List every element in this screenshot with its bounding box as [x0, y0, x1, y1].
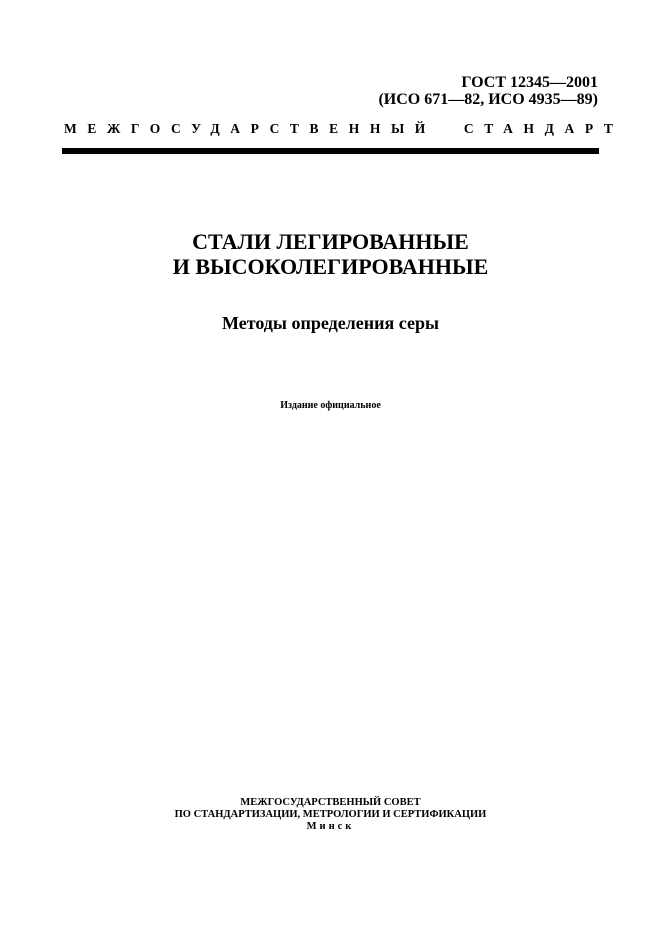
publisher-line-1: МЕЖГОСУДАРСТВЕННЫЙ СОВЕТ [240, 797, 421, 808]
standard-type-band: МЕЖГОСУДАРСТВЕННЫЙ СТАНДАРТ [64, 121, 624, 136]
standard-number: ГОСТ 12345—2001 [461, 74, 598, 91]
standard-designation [378, 74, 598, 108]
publisher-line-2: ПО СТАНДАРТИЗАЦИИ, МЕТРОЛОГИИ И СЕРТИФИКАЦИИ [174, 809, 487, 820]
header-rule [62, 148, 599, 154]
title-line-2: И ВЫСОКОЛЕГИРОВАННЫЕ [172, 254, 489, 279]
publisher-block [0, 797, 661, 833]
title-line-1: СТАЛИ ЛЕГИРОВАННЫЕ [192, 229, 469, 254]
iso-references: (ИСО 671—82, ИСО 4935—89) [378, 91, 598, 108]
document-subtitle: Методы определения серы [221, 313, 440, 333]
publisher-city: Минск [306, 821, 355, 832]
document-title [0, 229, 661, 279]
edition-note: Издание официальное [280, 400, 381, 411]
